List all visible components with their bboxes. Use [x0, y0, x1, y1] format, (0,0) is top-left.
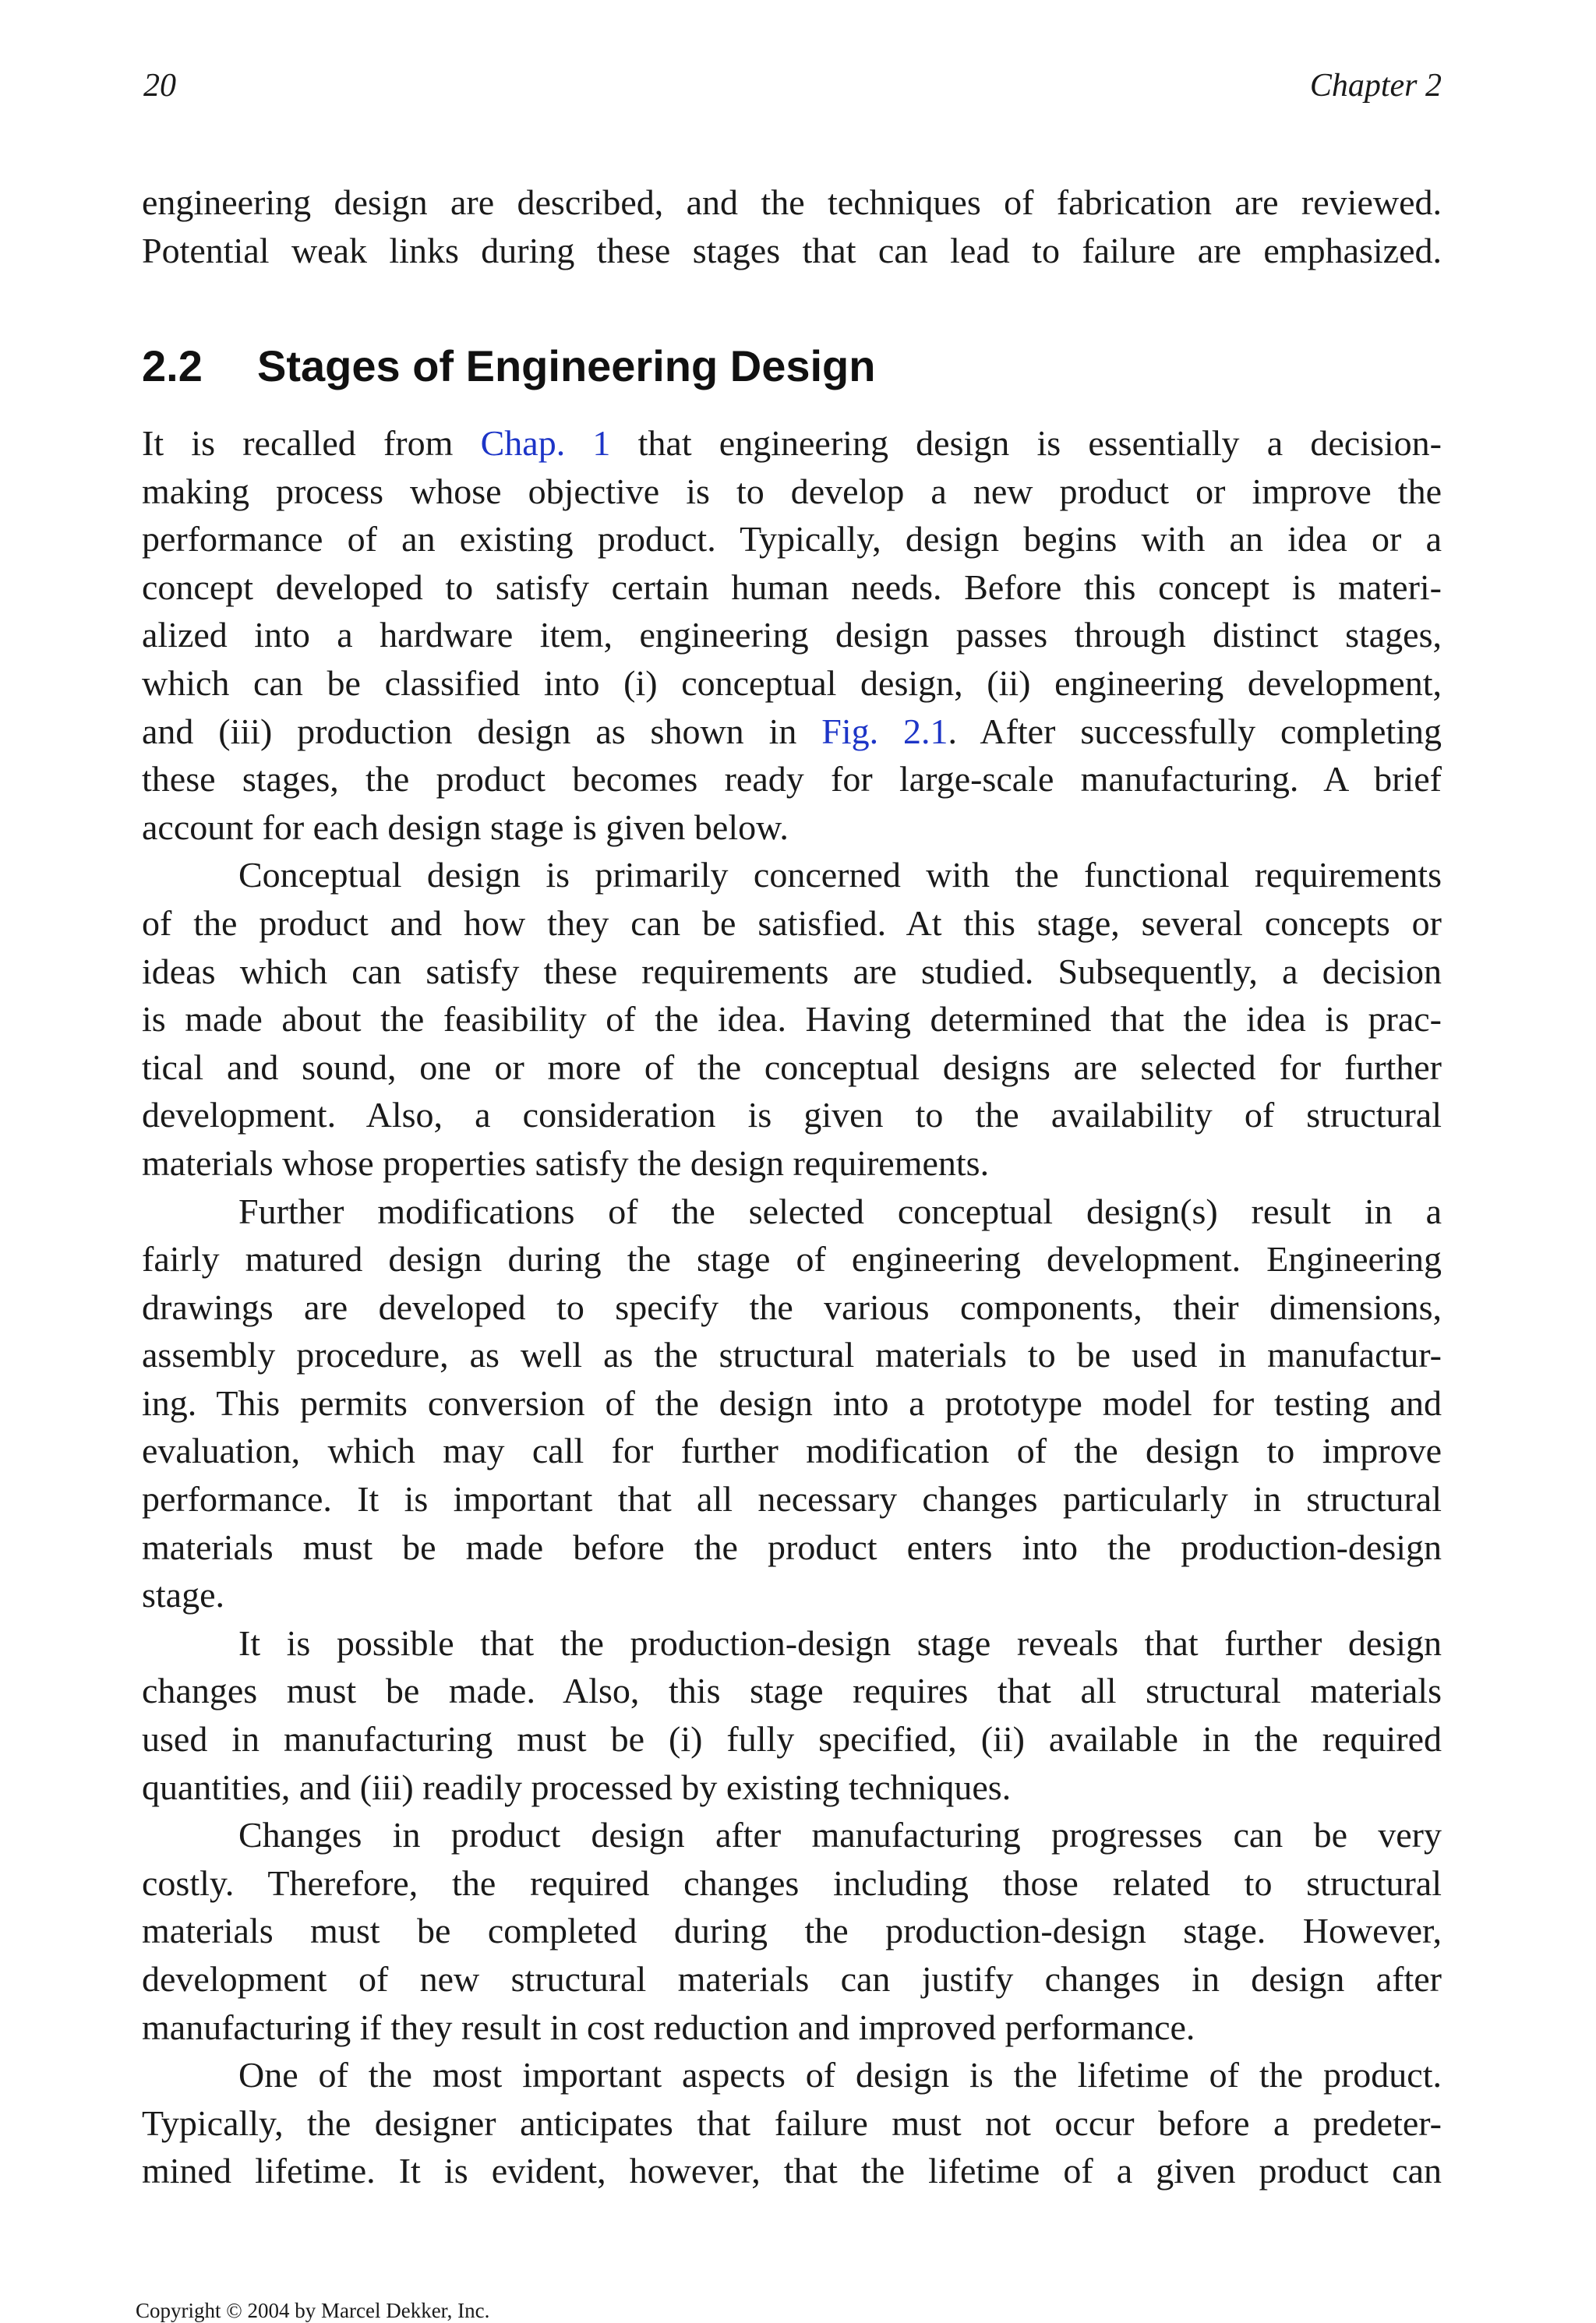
text-line: [142, 995, 1442, 1043]
text-run: materials whose properties satisfy the design requirements.: [142, 1142, 990, 1183]
text-line: [142, 1907, 1442, 1955]
text-line: [142, 1523, 1442, 1572]
text-line: [142, 1427, 1442, 1475]
text-run: development. Also, a consideration is given to the availability of structural: [142, 1095, 1442, 1135]
text-run: drawings are developed to specify the various components, their dimensions,: [142, 1287, 1442, 1327]
text-run: evaluation, which may call for further modification of the design to improve: [142, 1431, 1442, 1471]
text-run: manufacturing if they result in cost reduction and improved performance.: [142, 2007, 1195, 2047]
text-run: stage.: [142, 1575, 225, 1615]
text-line: [142, 1859, 1442, 1908]
text-line: engineering design are described, and the techniques of fabrication are reviewed.: [142, 182, 1442, 222]
text-line: [142, 1091, 1442, 1139]
text-run: development of new structural materials can justify changes in design after: [142, 1959, 1442, 1999]
text-line: [142, 948, 1442, 996]
text-run: performance. It is important that all necessary changes particularly in structural: [142, 1479, 1442, 1520]
text-run: concept developed to satisfy certain human needs. Before this concept is materi-: [142, 567, 1442, 607]
text-run: is made about the feasibility of the idea. Having determined that the idea is prac-: [142, 999, 1442, 1040]
section-body: [142, 419, 1442, 2195]
text-run: fairly matured design during the stage of engineering development. Engineering: [142, 1239, 1442, 1280]
text-line: [142, 1955, 1442, 2003]
text-run: Conceptual design is primarily concerned with the functional requirements: [238, 855, 1442, 895]
text-line: [142, 611, 1442, 659]
text-line: Potential weak links during these stages that can lead to failure are emphasized.: [142, 230, 1442, 270]
paragraph: [142, 2051, 1442, 2195]
text-run: mined lifetime. It is evident, however, that the lifetime of a given product can: [142, 2151, 1442, 2191]
text-line: [142, 515, 1442, 563]
text-line: [142, 1283, 1442, 1332]
text-run: of the product and how they can be satisfied. At this stage, several concepts or: [142, 902, 1442, 943]
paragraph: [142, 1188, 1442, 1619]
text-line: [142, 2099, 1442, 2148]
text-line: [142, 1139, 1442, 1188]
paragraph: [142, 851, 1442, 1187]
text-line: [142, 468, 1442, 516]
text-line: [142, 1619, 1442, 1668]
running-header: [142, 67, 1442, 111]
text-line: [142, 1715, 1442, 1763]
text-run: these stages, the product becomes ready for large-scale manufacturing. A brief: [142, 759, 1442, 800]
text-run: that engineering design is essentially a decision-: [610, 423, 1442, 463]
paragraph: [142, 419, 1442, 851]
text-run: used in manufacturing must be (i) fully specified, (ii) available in the required: [142, 1719, 1442, 1760]
text-run: changes must be made. Also, this stage requires that all structural materials: [142, 1671, 1442, 1711]
section-heading: [142, 339, 875, 394]
text-run: Further modifications of the selected conceptual design(s) result in a: [238, 1191, 1442, 1231]
text-run: materials must be completed during the production-design stage. However,: [142, 1911, 1442, 1951]
text-line: [142, 1379, 1442, 1428]
text-run: Changes in product design after manufacturing progresses can be very: [238, 1815, 1442, 1855]
section-number: 2.2: [142, 341, 203, 390]
text-line: [142, 2051, 1442, 2099]
text-line: [142, 1667, 1442, 1715]
text-run: . After successfully completing: [948, 711, 1442, 751]
text-line: [142, 1235, 1442, 1283]
cross-reference-link[interactable]: Chap. 1: [480, 423, 611, 463]
text-line: [142, 803, 1442, 852]
paragraph: [142, 1811, 1442, 2051]
text-run: ing. This permits conversion of the design into a prototype model for testing and: [142, 1382, 1442, 1423]
text-run: ideas which can satisfy these requirements are studied. Subsequently, a decision: [142, 951, 1442, 991]
page-number: 20: [143, 68, 176, 104]
text-run: account for each design stage is given below.: [142, 807, 789, 847]
copyright-footer: Copyright © 2004 by Marcel Dekker, Inc.: [136, 2299, 490, 2322]
text-line: [142, 708, 1442, 756]
text-line: [142, 563, 1442, 612]
text-line: [142, 1763, 1442, 1812]
text-run: assembly procedure, as well as the structural materials to be used in manufactur-: [142, 1335, 1442, 1375]
text-run: performance of an existing product. Typically, design begins with an idea or a: [142, 519, 1442, 560]
text-run: alized into a hardware item, engineering design passes through distinct stages,: [142, 615, 1442, 655]
text-run: materials must be made before the product enters into the production-design: [142, 1527, 1442, 1567]
text-run: It is possible that the production-design stage reveals that further design: [238, 1622, 1442, 1663]
section-title: Stages of Engineering Design: [257, 341, 876, 390]
text-line: [142, 1475, 1442, 1523]
text-line: [142, 2003, 1442, 2052]
text-line: [142, 1571, 1442, 1619]
text-line: [142, 1331, 1442, 1379]
text-line: [142, 1043, 1442, 1092]
text-run: costly. Therefore, the required changes including those related to structural: [142, 1862, 1442, 1903]
text-run: and (iii) production design as shown in: [142, 711, 822, 751]
text-line: [142, 419, 1442, 468]
text-line: [142, 755, 1442, 803]
text-run: Typically, the designer anticipates that failure must not occur before a predeter-: [142, 2102, 1442, 2143]
text-line: [142, 851, 1442, 899]
paragraph: [142, 1619, 1442, 1811]
text-run: quantities, and (iii) readily processed by existing techniques.: [142, 1767, 1012, 1807]
chapter-title: Chapter 2: [1309, 68, 1442, 104]
text-line: [142, 1811, 1442, 1859]
text-run: making process whose objective is to develop a new product or improve the: [142, 471, 1442, 511]
text-run: It is recalled from: [142, 423, 481, 463]
text-line: [142, 659, 1442, 708]
intro-paragraph: [142, 178, 1442, 274]
text-line: [142, 2147, 1442, 2195]
text-run: tical and sound, one or more of the conceptual designs are selected for further: [142, 1047, 1442, 1087]
text-run: which can be classified into (i) conceptual design, (ii) engineering development,: [142, 662, 1442, 703]
text-line: [142, 899, 1442, 948]
cross-reference-link[interactable]: Fig. 2.1: [821, 711, 948, 751]
text-line: [142, 1188, 1442, 1236]
text-run: One of the most important aspects of design is the lifetime of the product.: [238, 2055, 1442, 2095]
